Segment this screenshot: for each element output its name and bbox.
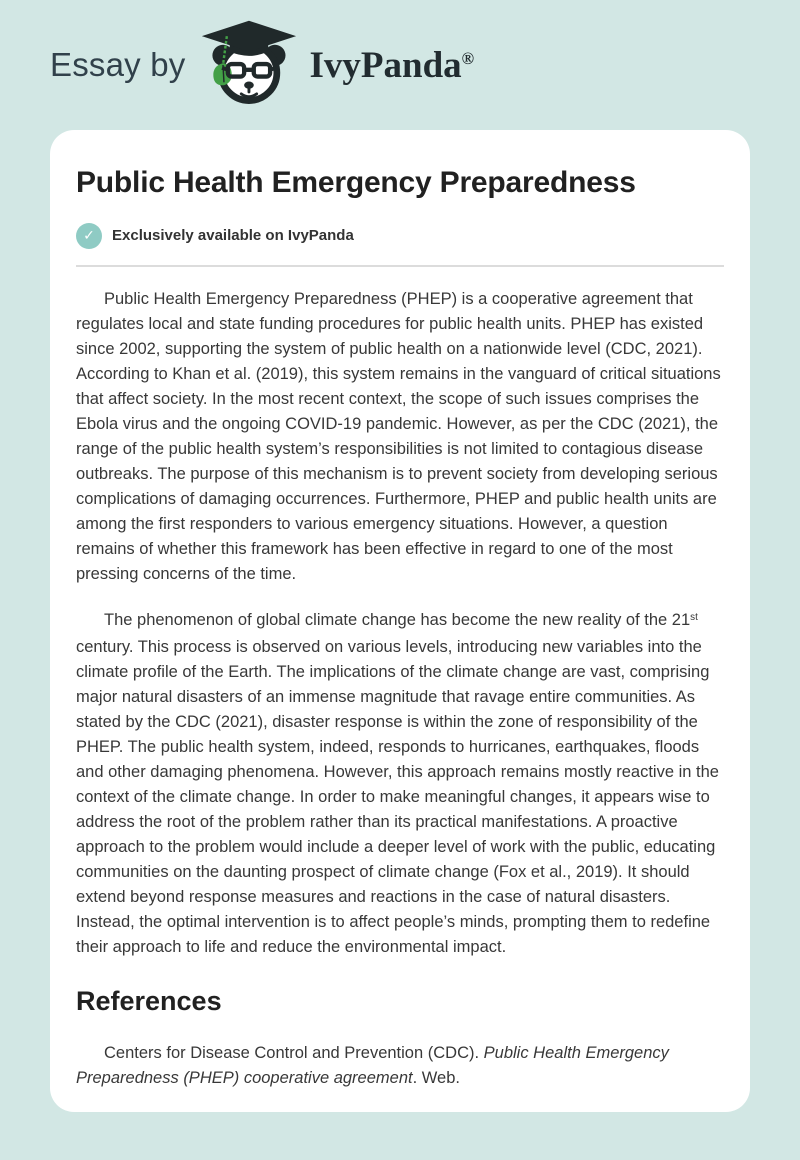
brand-text: IvyPanda <box>309 44 462 86</box>
article-card <box>50 130 750 1112</box>
availability-badge <box>76 223 724 249</box>
citation-suffix: . Web. <box>412 1068 460 1087</box>
paragraph-2-text-after: century. This process is observed on various levels, introducing new variables into the climate profile of the Earth. The implications of the climate change are vast, comprising major natural disasters of an immense magnitude that ravage entire communities. As stated by the CDC (2021), disaster response is within the zone of responsibility of the PHEP. The public health system, indeed, responds to hurricanes, earthquakes, floods and other damaging phenomena. However, this approach remains mostly reactive in the context of the climate change. In order to make meaningful changes, it appears wise to address the root of the problem rather than its practical manifestations. A proactive approach to the problem would include a deeper level of work with the public, educating communities on the daunting prospect of climate change (Fox et al., 2019). It should extend beyond response measures and reactions in the case of natural disasters. Instead, the optimal intervention is to affect people’s minds, prompting them to redefine their approach to life and reduce the environmental impact. <box>76 637 719 956</box>
brand-name <box>310 44 475 87</box>
panda-graduate-icon <box>198 19 298 111</box>
citation-title: Public Health Emergency Preparedness (PHEP) cooperative agreement <box>76 1043 669 1087</box>
citation-authors: Centers for Disease Control and Prevention (CDC). <box>104 1043 484 1062</box>
essay-by-label: Essay by <box>50 46 186 83</box>
essay-paragraph-2 <box>76 608 724 960</box>
page-title: Public Health Emergency Preparedness <box>76 166 636 199</box>
references-heading: References <box>76 985 222 1016</box>
paragraph-2-text-before: The phenomenon of global climate change has become the new reality of the 21 <box>104 610 691 629</box>
ivypanda-logo <box>198 19 298 111</box>
check-icon: ✓ <box>76 223 102 249</box>
essay-paragraph-1: Public Health Emergency Preparedness (PHEP) is a cooperative agreement that regulates local and state funding procedures for public health units. PHEP has existed since 2002, supporting the system of public health on a nationwide level (CDC, 2021). According to Khan et al. (2019), this system remains in the vanguard of critical situations that affect society. In the most recent context, the scope of such issues comprises the Ebola virus and the ongoing COVID-19 pandemic. However, as per the CDC (2021), the range of the public health system’s responsibilities is not limited to contagious disease outbreaks. The purpose of this mechanism is to prevent society from developing serious complications of damaging occurrences. Furthermore, PHEP and public health units are among the first responders to various emergency situations. However, a question remains of whether this framework has been effective in regard to one of the most pressing concerns of the time. <box>76 289 721 583</box>
registered-mark: ® <box>461 49 475 69</box>
reference-citation <box>76 1041 724 1091</box>
divider <box>76 265 724 267</box>
ordinal-superscript: st <box>690 612 698 624</box>
badge-label: Exclusively available on IvyPanda <box>112 227 354 244</box>
site-header <box>0 0 800 130</box>
